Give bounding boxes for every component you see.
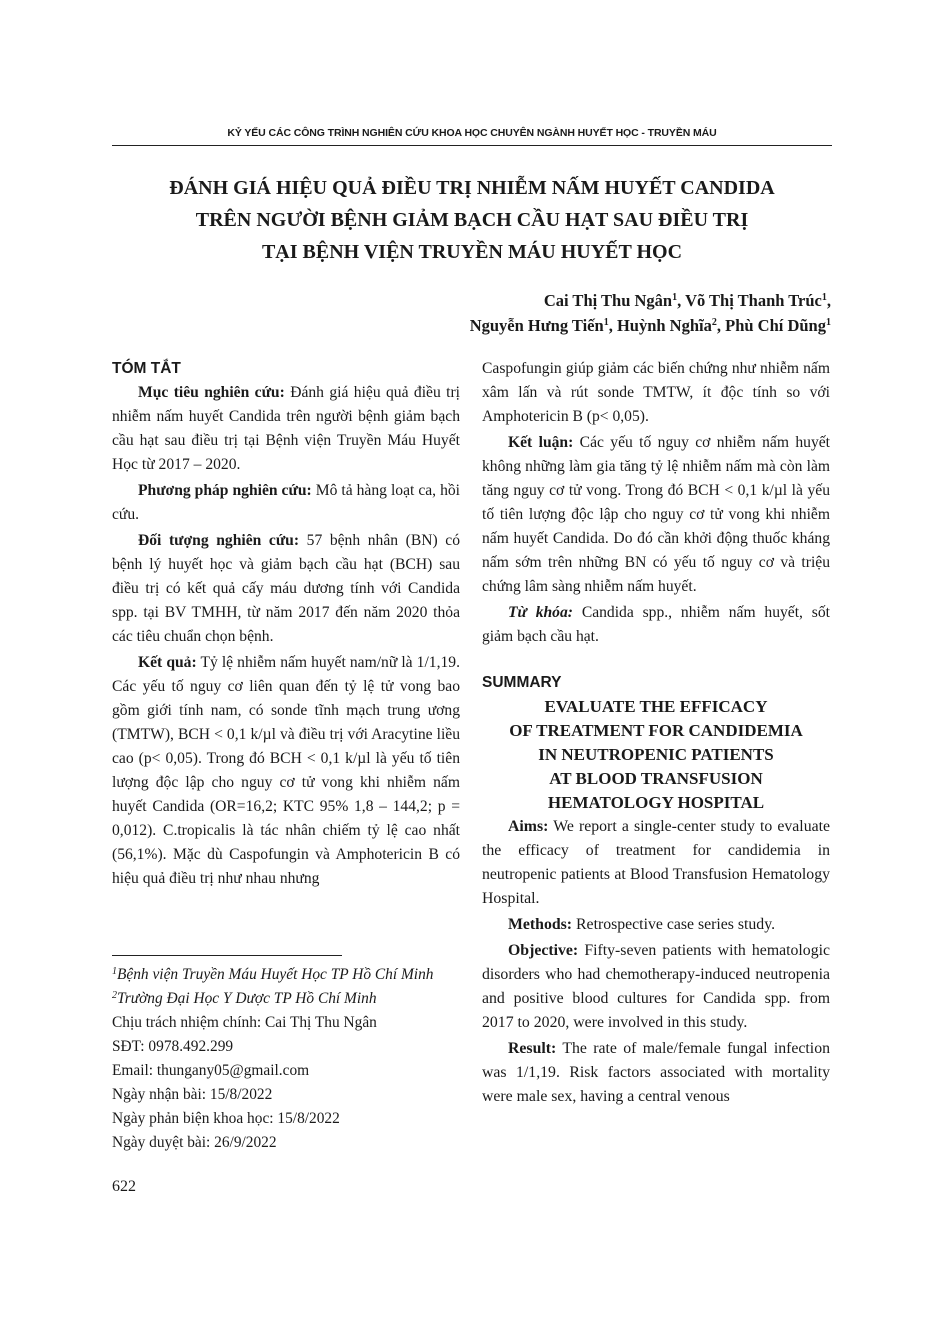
methods-en-paragraph (482, 913, 830, 937)
author-affiliation-mark: 1 (821, 292, 827, 303)
author-list (470, 288, 831, 338)
accepted-date: Ngày duyệt bài: 26/9/2022 (112, 1134, 277, 1151)
author-name: Nguyễn Hưng Tiến (469, 316, 604, 335)
keywords-paragraph (482, 601, 830, 649)
author-name: Cai Thị Thu Ngân (543, 291, 673, 310)
phone-number: SĐT: 0978.492.299 (112, 1038, 234, 1055)
author-affiliation-mark: 1 (672, 292, 678, 303)
responsible-author: Chịu trách nhiệm chính: Cai Thị Thu Ngân (112, 1014, 377, 1031)
aims-label: Aims: (508, 818, 549, 835)
title-line-2: TRÊN NGƯỜI BỆNH GIẢM BẠCH CẦU HẠT SAU ĐIỀU TRỊ (195, 209, 749, 231)
results-paragraph (112, 651, 460, 891)
methods-paragraph (112, 479, 460, 527)
objective-en-paragraph (482, 939, 830, 1035)
aims-text: We report a single-center study to evaluate the efficacy of treatment for candidemia in neutropenic patients at Blood Transfusion Hematology Hospital. (482, 818, 831, 907)
conclusion-label: Kết luận: (508, 434, 574, 451)
results-label: Kết quả: (138, 654, 197, 671)
abstract-vietnamese (112, 357, 460, 893)
affiliation-1 (112, 963, 472, 987)
conclusion-text: Các yếu tố nguy cơ nhiễm nấm huyết không những làm gia tăng tỷ lệ nhiễm nấm mà còn làm tăng nguy cơ tử vong. Trong đó BCH < 0,1 k/µl là yếu tố tiên lượng độc lập cho nguy cơ tử vong khi nhiễm nấm huyết Candida. Do đó cần khởi động thuốc kháng nấm sớm trên những BN có yếu tố nguy cơ và triệu chứng lâm sàng nhiễm nấm huyết. (482, 434, 830, 595)
keywords-text: Candida spp., nhiễm nấm huyết, sốt giảm bạch cầu hạt. (482, 604, 830, 645)
author-name: Huỳnh Nghĩa (616, 316, 712, 335)
summary-title-line: OF TREATMENT FOR CANDIDEMIA (509, 721, 803, 740)
objective-paragraph (112, 381, 460, 477)
summary-title-line: AT BLOOD TRANSFUSION (549, 769, 763, 788)
affiliation-2 (112, 987, 472, 1011)
methods-label: Phương pháp nghiên cứu: (138, 482, 312, 499)
email-address: Email: thungany05@gmail.com (112, 1062, 310, 1079)
running-header: KỶ YẾU CÁC CÔNG TRÌNH NGHIÊN CỨU KHOA HỌC CHUYÊN NGÀNH HUYẾT HỌC - TRUYỀN MÁU (227, 127, 717, 139)
affiliation-mark: 1 (112, 966, 117, 977)
author-line-1: Cai Thị Thu Ngân$^1$, Võ Thị Thanh Trúc$^1$, (543, 291, 831, 310)
methods-text: Mô tả hàng loạt ca, hồi cứu. (112, 482, 461, 523)
summary-title (482, 695, 830, 815)
keywords-label: Từ khóa: (508, 604, 573, 621)
author-affiliation-mark: 2 (711, 317, 717, 328)
author-name: Phù Chí Dũng (725, 316, 826, 335)
affiliation-mark: 2 (112, 990, 117, 1001)
aims-paragraph (482, 815, 830, 911)
summary-heading: SUMMARY (482, 674, 562, 691)
footnote-rule (112, 955, 342, 956)
subjects-text: 57 bệnh nhân (BN) có bệnh lý huyết học và giảm bạch cầu hạt (BCH) sau điều trị có kết quả cấy máu dương tính với Candida spp. tại BV TMHH, từ năm 2017 đến năm 2020 thỏa các tiêu chuẩn chọn bệnh. (112, 532, 460, 645)
abstract-continuation-and-summary (482, 357, 830, 1111)
conclusion-paragraph (482, 431, 830, 599)
author-affiliation-mark: 1 (603, 317, 609, 328)
result-en-label: Result: (508, 1040, 557, 1057)
affiliation-text: Bệnh viện Truyền Máu Huyết Học TP Hồ Chí Minh (117, 966, 434, 983)
objective-label: Mục tiêu nghiên cứu: (138, 384, 285, 401)
page-number: 622 (112, 1178, 136, 1195)
review-date: Ngày phản biện khoa học: 15/8/2022 (112, 1110, 340, 1127)
title-line-3: TẠI BỆNH VIỆN TRUYỀN MÁU HUYẾT HỌC (261, 241, 683, 263)
header-rule (112, 145, 832, 146)
author-name: Võ Thị Thanh Trúc (685, 291, 822, 310)
summary-title-line: EVALUATE THE EFFICACY (544, 697, 768, 716)
methods-en-text: Retrospective case series study. (576, 916, 776, 933)
results-continuation: Caspofungin giúp giảm các biến chứng như nhiễm nấm xâm lấn và rút sonde TMTW, ít độc tính so với Amphotericin B (p< 0,05). (482, 360, 830, 425)
results-text: Tỷ lệ nhiễm nấm huyết nam/nữ là 1/1,19. Các yếu tố nguy cơ liên quan đến tỷ lệ tử vong bao gồm giới tính nam, có sonde tĩnh mạch trung ương (TMTW), BCH < 0,1 k/µl và điều trị với Aracytine liều cao (p< 0,05). Trong đó BCH < 0,1 k/µl là yếu tố tiên lượng độc lập cho nguy cơ tử vong khi nhiễm nấm huyết Candida (OR=16,2; KTC 95% 1,8 – 144,2; p = 0,012). C.tropicalis là tác nhân chiếm tỷ lệ cao nhất (56,1%). Mặc dù Caspofungin và Amphotericin B có hiệu quả điều trị như nhau nhưng (112, 654, 460, 887)
article-title (112, 172, 832, 268)
methods-en-label: Methods: (508, 916, 573, 933)
author-affiliation-mark: 1 (826, 317, 831, 328)
summary-title-line: IN NEUTROPENIC PATIENTS (538, 745, 774, 764)
objective-en-text: Fifty-seven patients with hematologic disorders who had chemotherapy-induced neutropenia and positive blood cultures for Candida spp. from 2017 to 2020, were involved in this study. (482, 942, 830, 1031)
abstract-heading: TÓM TẮT (112, 360, 181, 377)
objective-text: Đánh giá hiệu quả điều trị nhiễm nấm huyết Candida trên người bệnh giảm bạch cầu hạt sau điều trị tại Bệnh viện Truyền Máu Huyết Học từ 2017 – 2020. (112, 384, 460, 473)
objective-en-label: Objective: (508, 942, 579, 959)
footnotes (112, 963, 472, 1155)
subjects-paragraph (112, 529, 460, 649)
title-line-1: ĐÁNH GIÁ HIỆU QUẢ ĐIỀU TRỊ NHIỄM NẤM HUYẾT CANDIDA (169, 177, 775, 199)
received-date: Ngày nhận bài: 15/8/2022 (112, 1086, 273, 1103)
result-en-paragraph (482, 1037, 830, 1109)
affiliation-text: Trường Đại Học Y Dược TP Hồ Chí Minh (117, 990, 377, 1007)
summary-title-line: HEMATOLOGY HOSPITAL (547, 793, 765, 812)
author-line-2: Nguyễn Hưng Tiến$^1$, Huỳnh Nghĩa$^2$, Phù Chí Dũng$^1$ (469, 316, 831, 335)
subjects-label: Đối tượng nghiên cứu: (138, 532, 300, 549)
result-en-text: The rate of male/female fungal infection was 1/1,19. Risk factors associated with mortality were male sex, having a central venous (482, 1040, 830, 1105)
